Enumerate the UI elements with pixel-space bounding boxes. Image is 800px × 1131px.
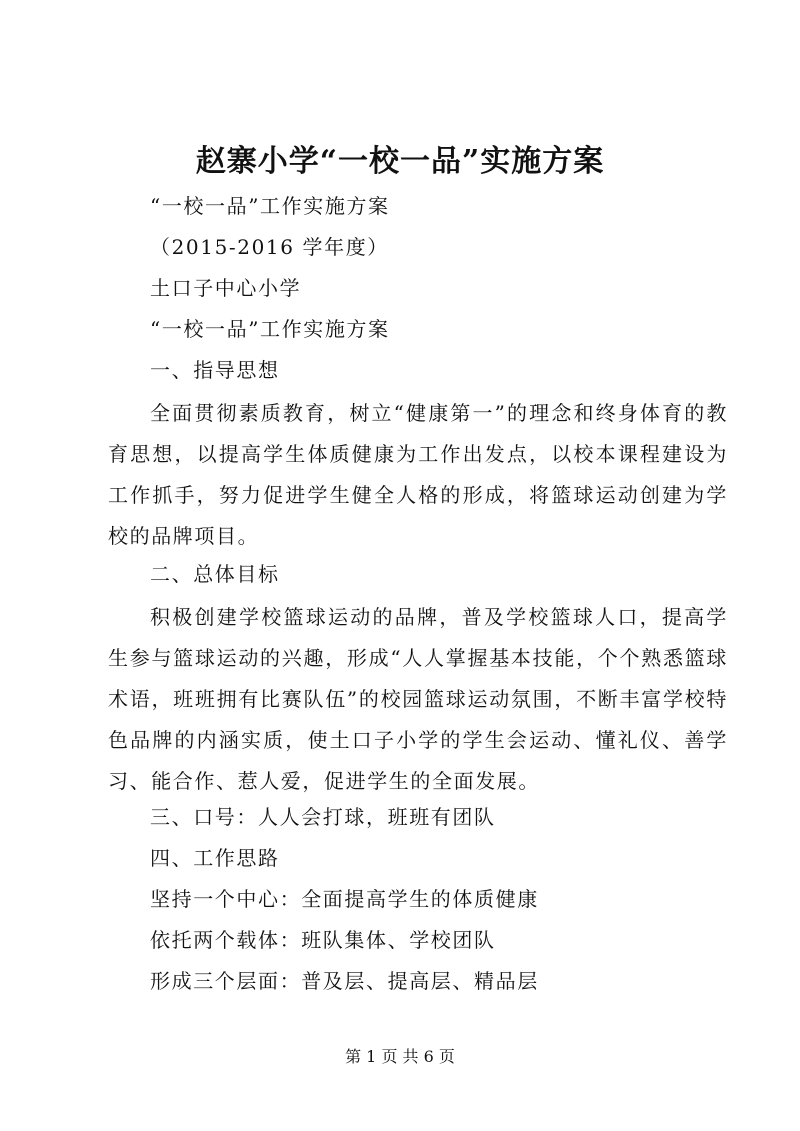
- list-item: 依托两个载体：班队集体、学校团队: [150, 928, 496, 952]
- paragraph-overall-goals: 积极创建学校篮球运动的品牌，普及学校篮球人口，提高学生参与篮球运动的兴趣，形成“人人掌握基本技能，个个熟悉篮球术语，班班拥有比赛队伍”的校园篮球运动氛围，不断丰富学校特色品牌的内涵实质，使土口子小学的学生会运动、懂礼仪、善学习、能合作、惹人爱，促进学生的全面发展。: [108, 605, 728, 793]
- section-heading-guiding-ideology: 一、指导思想: [150, 358, 280, 382]
- document-title: 赵寨小学“一校一品”实施方案: [195, 144, 605, 179]
- paragraph-guiding-ideology: 全面贯彻素质教育，树立“健康第一”的理念和终身体育的教育思想，以提高学生体质健康为工作出发点，以校本课程建设为工作抓手，努力促进学生健全人格的形成，将篮球运动创建为学校的品牌项目。: [108, 401, 728, 548]
- section-heading-work-approach: 四、工作思路: [150, 846, 280, 870]
- subtitle-line: “一校一品”工作实施方案: [150, 194, 390, 218]
- list-item: 形成三个层面：普及层、提高层、精品层: [150, 969, 539, 993]
- list-item: 坚持一个中心：全面提高学生的体质健康: [150, 887, 539, 911]
- section-heading-overall-goals: 二、总体目标: [150, 562, 280, 586]
- school-name-line: 土口子中心小学: [150, 276, 302, 300]
- section-heading-slogan: 三、口号：人人会打球，班班有团队: [150, 805, 496, 829]
- plan-title-line: “一校一品”工作实施方案: [150, 317, 390, 341]
- school-year-line: （2015-2016 学年度）: [150, 235, 389, 259]
- page-footer: 第 1 页 共 6 页: [345, 1047, 455, 1066]
